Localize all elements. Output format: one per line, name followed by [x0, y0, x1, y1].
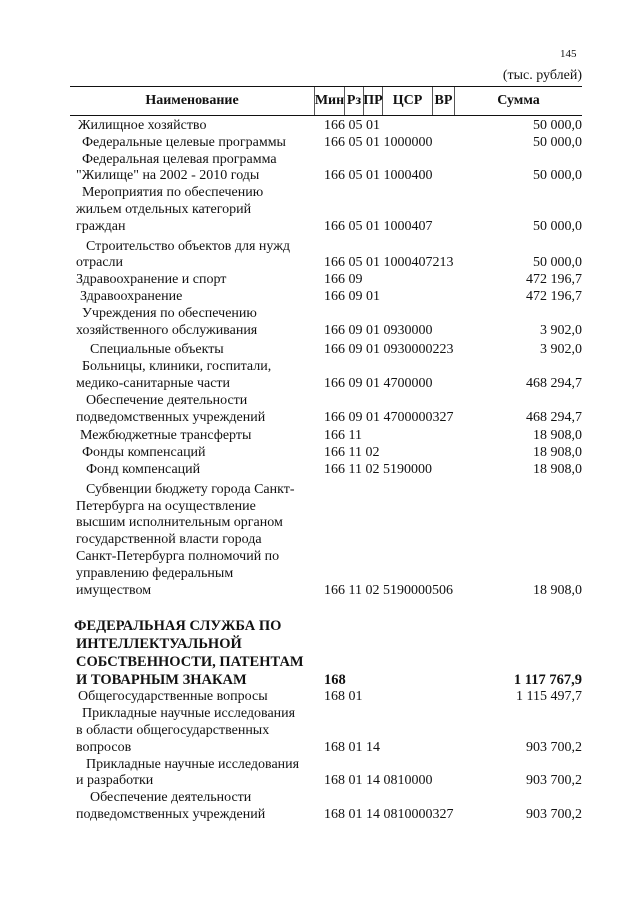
table-row — [76, 272, 582, 289]
table-row — [76, 428, 582, 445]
row-code: 166 11 — [324, 428, 362, 444]
row-code: 166 09 01 — [324, 288, 380, 304]
row-name-line: подведомственных учреждений — [76, 409, 266, 425]
row-name-line: Прикладные научные исследования — [86, 756, 300, 772]
row-code: 166 09 01 4700000 — [324, 375, 433, 391]
row-sum: 18 908,0 — [533, 445, 582, 461]
row-name-line: "Жилище" на 2002 - 2010 годы — [76, 168, 260, 184]
table-row — [76, 617, 582, 689]
row-name-line: государственной власти города — [76, 532, 262, 548]
header-vr: ВР — [433, 87, 455, 115]
row-code: 166 11 02 5190000 — [324, 461, 432, 477]
row-name-line: граждан — [76, 218, 126, 234]
row-name — [76, 482, 324, 600]
row-sum: 3 902,0 — [540, 342, 582, 358]
row-name-line: Федеральные целевые программы — [82, 134, 286, 150]
row-name-line: медико-санитарные части — [76, 375, 231, 391]
row-name-line: ФЕДЕРАЛЬНАЯ СЛУЖБА ПО — [74, 618, 282, 635]
table-row — [76, 393, 582, 427]
row-name-line: хозяйственного обслуживания — [76, 322, 258, 338]
row-name-line: Федеральная целевая программа — [82, 151, 277, 167]
table-row — [76, 239, 582, 273]
row-code: 168 01 14 0810000 — [324, 773, 433, 789]
row-name-line: жильем отдельных категорий — [76, 201, 252, 217]
table-row — [76, 185, 582, 235]
table-row — [76, 706, 582, 756]
row-name-line: ИНТЕЛЛЕКТУАЛЬНОЙ — [76, 636, 242, 653]
row-name — [76, 239, 324, 273]
row-sum: 472 196,7 — [526, 288, 582, 304]
row-sum: 18 908,0 — [533, 582, 582, 598]
row-name-line: Фонды компенсаций — [82, 445, 206, 461]
table-row — [76, 152, 582, 186]
row-sum: 18 908,0 — [533, 461, 582, 477]
row-code: 166 05 01 1000407213 — [324, 255, 454, 271]
row-name-line: Здравоохранение — [80, 288, 183, 304]
row-name — [76, 359, 324, 393]
table-header — [70, 86, 582, 116]
table-row — [76, 757, 582, 791]
row-name-line: и разработки — [76, 773, 154, 789]
row-name-line: вопросов — [76, 739, 132, 755]
row-sum: 50 000,0 — [533, 218, 582, 234]
row-name-line: Здравоохранение и спорт — [76, 272, 227, 288]
row-name-line: в области общегосударственных — [76, 722, 270, 738]
row-name-line: Субвенции бюджету города Санкт- — [86, 481, 295, 497]
row-code: 168 01 14 0810000327 — [324, 806, 454, 822]
header-name: Наименование — [70, 87, 315, 115]
row-sum: 50 000,0 — [533, 168, 582, 184]
row-name-line: отрасли — [76, 255, 124, 271]
table-row — [76, 118, 582, 135]
row-name — [76, 135, 324, 152]
row-name-line: Строительство объектов для нужд — [86, 238, 291, 254]
table-row — [76, 790, 582, 824]
row-name-line: имуществом — [76, 582, 152, 598]
row-name — [76, 342, 324, 359]
row-name — [76, 393, 324, 427]
row-name — [76, 289, 324, 306]
table-row — [76, 135, 582, 152]
row-name-line: И ТОВАРНЫМ ЗНАКАМ — [76, 672, 247, 689]
row-name — [76, 689, 324, 706]
units-label: (тыс. рублей) — [502, 68, 582, 83]
row-sum: 1 117 767,9 — [513, 672, 582, 689]
row-code: 166 05 01 1000400 — [324, 168, 433, 184]
row-name-line: Мероприятия по обеспечению — [82, 185, 264, 201]
row-sum: 903 700,2 — [526, 773, 582, 789]
table-row — [76, 482, 582, 600]
row-name — [76, 790, 324, 824]
row-name-line: Больницы, клиники, госпитали, — [82, 359, 272, 375]
row-name — [76, 445, 324, 462]
row-name — [76, 272, 324, 289]
row-name — [76, 757, 324, 791]
row-name-line: высшим исполнительным органом — [76, 515, 283, 531]
header-sum: Сумма — [497, 93, 540, 108]
row-code: 166 11 02 — [324, 445, 380, 461]
row-name-line: Межбюджетные трансферты — [80, 428, 252, 444]
row-name-line: СОБСТВЕННОСТИ, ПАТЕНТАМ — [76, 654, 304, 671]
row-code: 166 09 01 0930000223 — [324, 342, 454, 358]
row-code: 168 01 14 — [324, 739, 380, 755]
row-name-line: Обеспечение деятельности — [90, 790, 252, 806]
row-sum: 903 700,2 — [526, 806, 582, 822]
row-name-line: подведомственных учреждений — [76, 806, 266, 822]
row-name-line: Общегосударственные вопросы — [78, 689, 268, 705]
header-csr: ЦСР — [383, 87, 433, 115]
row-code: 166 09 — [324, 272, 363, 288]
row-name — [76, 118, 324, 135]
row-name — [76, 185, 324, 235]
table-row — [76, 445, 582, 462]
row-code: 166 05 01 — [324, 118, 380, 133]
row-sum: 472 196,7 — [526, 272, 582, 288]
row-name-line: Фонд компенсаций — [86, 461, 201, 477]
row-name-line: Петербурга на осуществление — [76, 498, 256, 514]
row-code: 166 05 01 1000000 — [324, 134, 433, 150]
table-row — [76, 462, 582, 479]
row-sum: 18 908,0 — [533, 428, 582, 444]
row-name-line: Специальные объекты — [90, 342, 224, 358]
row-name-line: Санкт-Петербурга полномочий по — [76, 548, 280, 564]
table-row — [76, 289, 582, 306]
row-name-line: Учреждения по обеспечению — [82, 305, 257, 321]
page-number: 145 — [560, 48, 577, 60]
row-code: 166 11 02 5190000506 — [324, 582, 453, 598]
row-sum: 468 294,7 — [526, 409, 582, 425]
row-code: 168 — [324, 672, 346, 689]
row-sum: 50 000,0 — [533, 118, 582, 133]
row-name — [76, 152, 324, 186]
row-code: 168 01 — [324, 689, 363, 705]
row-code: 166 09 01 4700000327 — [324, 409, 454, 425]
row-name — [76, 428, 324, 445]
table-body — [76, 118, 582, 824]
row-sum: 1 115 497,7 — [516, 689, 582, 705]
row-sum: 3 902,0 — [540, 322, 582, 338]
row-name — [76, 462, 324, 479]
row-name — [76, 306, 324, 340]
row-sum: 50 000,0 — [533, 255, 582, 271]
header-pr: ПР — [364, 87, 383, 115]
row-name-line: Обеспечение деятельности — [86, 392, 248, 408]
row-sum: 903 700,2 — [526, 739, 582, 755]
row-name — [76, 706, 324, 756]
table-row — [76, 306, 582, 340]
row-name-line: управлению федеральным — [76, 565, 234, 581]
row-name-line: Жилищное хозяйство — [78, 118, 207, 133]
table-row — [76, 342, 582, 359]
header-rz: Рз — [345, 87, 364, 115]
header-min: Мин — [315, 87, 345, 115]
row-name-line: Прикладные научные исследования — [82, 706, 296, 722]
row-name — [76, 617, 324, 689]
table-row — [76, 359, 582, 393]
row-code: 166 05 01 1000407 — [324, 218, 433, 234]
table-row — [76, 689, 582, 706]
row-code: 166 09 01 0930000 — [324, 322, 433, 338]
row-sum: 50 000,0 — [533, 134, 582, 150]
row-sum: 468 294,7 — [526, 375, 582, 391]
